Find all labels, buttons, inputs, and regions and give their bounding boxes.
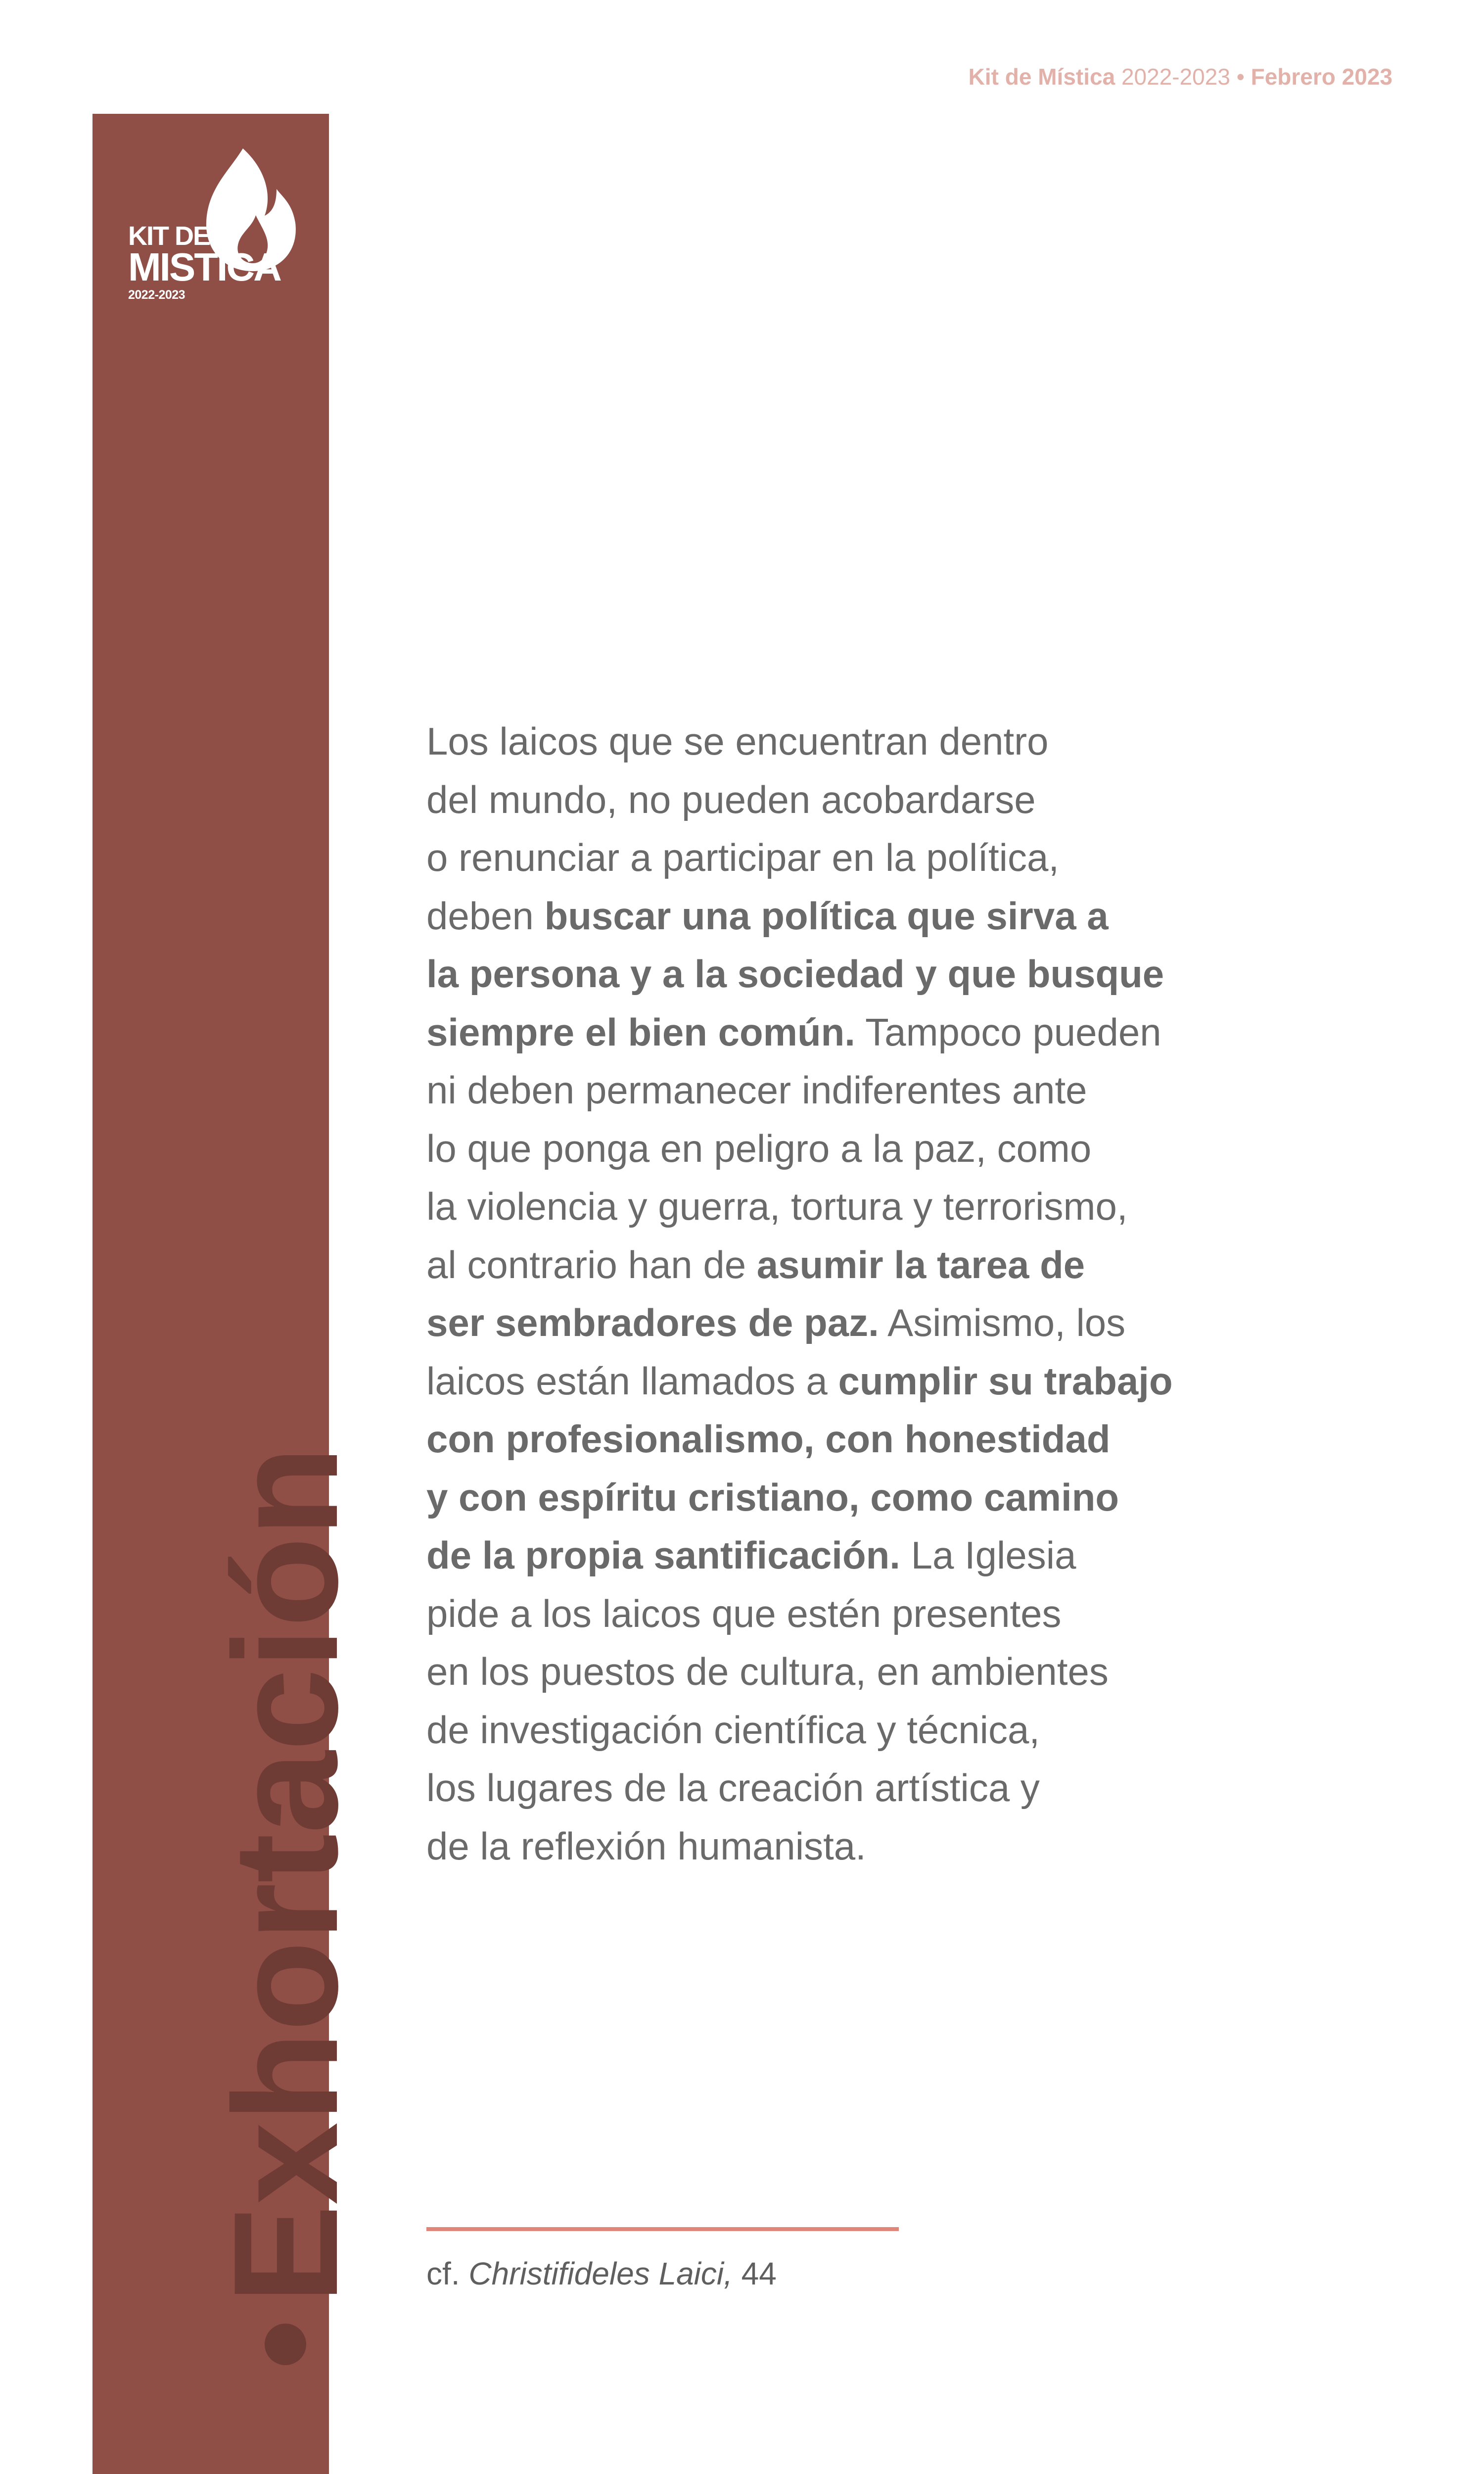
bullet-dot bbox=[265, 2324, 306, 2365]
citation-work: Christifideles Laici, bbox=[468, 2256, 733, 2291]
body-line bbox=[426, 1120, 1267, 1178]
body-line bbox=[426, 771, 1267, 829]
body-emphasis: siempre el bien común. bbox=[426, 1010, 855, 1054]
header-month: Febrero 2023 bbox=[1251, 64, 1392, 90]
body-segment: pide a los laicos que estén presentes bbox=[426, 1591, 1062, 1635]
exhortation-body bbox=[426, 713, 1267, 1875]
body-line bbox=[426, 829, 1267, 887]
logo-line1: KIT DE bbox=[128, 221, 210, 251]
body-segment: del mundo, no pueden acobardarse bbox=[426, 777, 1036, 821]
citation-rule bbox=[426, 2227, 899, 2231]
body-segment: en los puestos de cultura, en ambientes bbox=[426, 1650, 1109, 1693]
section-title bbox=[202, 1446, 369, 2365]
body-line bbox=[426, 1294, 1267, 1352]
body-segment: de investigación científica y técnica, bbox=[426, 1708, 1040, 1752]
body-segment: Tampoco pueden bbox=[855, 1010, 1161, 1054]
citation-prefix: cf. bbox=[426, 2256, 469, 2291]
body-line bbox=[426, 1526, 1267, 1585]
body-emphasis: y con espíritu cristiano, como camino bbox=[426, 1475, 1119, 1519]
body-segment: lo que ponga en peligro a la paz, como bbox=[426, 1126, 1092, 1170]
body-emphasis: ser sembradores de paz. bbox=[426, 1301, 879, 1344]
body-line bbox=[426, 713, 1267, 771]
body-segment: los lugares de la creación artística y bbox=[426, 1766, 1040, 1809]
body-line bbox=[426, 1236, 1267, 1294]
body-line bbox=[426, 1585, 1267, 1643]
body-line bbox=[426, 1061, 1267, 1120]
body-segment: Los laicos que se encuentran dentro bbox=[426, 719, 1049, 763]
body-emphasis: con profesionalismo, con honestidad bbox=[426, 1417, 1111, 1461]
body-segment: de la reflexión humanista. bbox=[426, 1824, 866, 1868]
body-segment: la violencia y guerra, tortura y terrorismo, bbox=[426, 1185, 1128, 1228]
header-kit-label: Kit de Mística bbox=[968, 64, 1115, 90]
body-line bbox=[426, 1817, 1267, 1876]
body-segment: La Iglesia bbox=[900, 1533, 1076, 1577]
header-separator: • bbox=[1236, 64, 1245, 90]
body-line bbox=[426, 887, 1267, 946]
sidebar-band bbox=[93, 114, 369, 2474]
body-emphasis: asumir la tarea de bbox=[756, 1242, 1085, 1286]
logo-years: 2022-2023 bbox=[128, 288, 186, 302]
body-line bbox=[426, 1410, 1267, 1469]
page-header bbox=[969, 63, 1392, 90]
logo-wordmark bbox=[128, 223, 280, 301]
body-segment: deben bbox=[426, 894, 545, 938]
body-line bbox=[426, 945, 1267, 1003]
body-line bbox=[426, 1701, 1267, 1760]
body-segment: ni deben permanecer indiferentes ante bbox=[426, 1068, 1087, 1112]
body-line bbox=[426, 1003, 1267, 1062]
citation bbox=[426, 2255, 777, 2292]
body-segment: Asimismo, los bbox=[879, 1301, 1126, 1344]
section-title-text: Exhortación bbox=[202, 1446, 369, 2304]
body-line bbox=[426, 1469, 1267, 1527]
body-segment: laicos están llamados a bbox=[426, 1359, 838, 1403]
body-line bbox=[426, 1178, 1267, 1236]
body-line bbox=[426, 1759, 1267, 1817]
header-years: 2022-2023 bbox=[1121, 64, 1230, 90]
kit-mistica-logo bbox=[128, 148, 296, 302]
body-emphasis: la persona y a la sociedad y que busque bbox=[426, 952, 1164, 996]
citation-number: 44 bbox=[732, 2256, 777, 2291]
body-segment: o renunciar a participar en la política, bbox=[426, 836, 1060, 879]
body-emphasis: cumplir su trabajo bbox=[838, 1359, 1173, 1403]
body-line bbox=[426, 1643, 1267, 1701]
logo-line2: MISTICA bbox=[128, 245, 280, 289]
body-emphasis: buscar una política que sirva a bbox=[544, 894, 1109, 938]
body-line bbox=[426, 1352, 1267, 1411]
body-segment: al contrario han de bbox=[426, 1242, 757, 1286]
body-emphasis: de la propia santificación. bbox=[426, 1533, 900, 1577]
